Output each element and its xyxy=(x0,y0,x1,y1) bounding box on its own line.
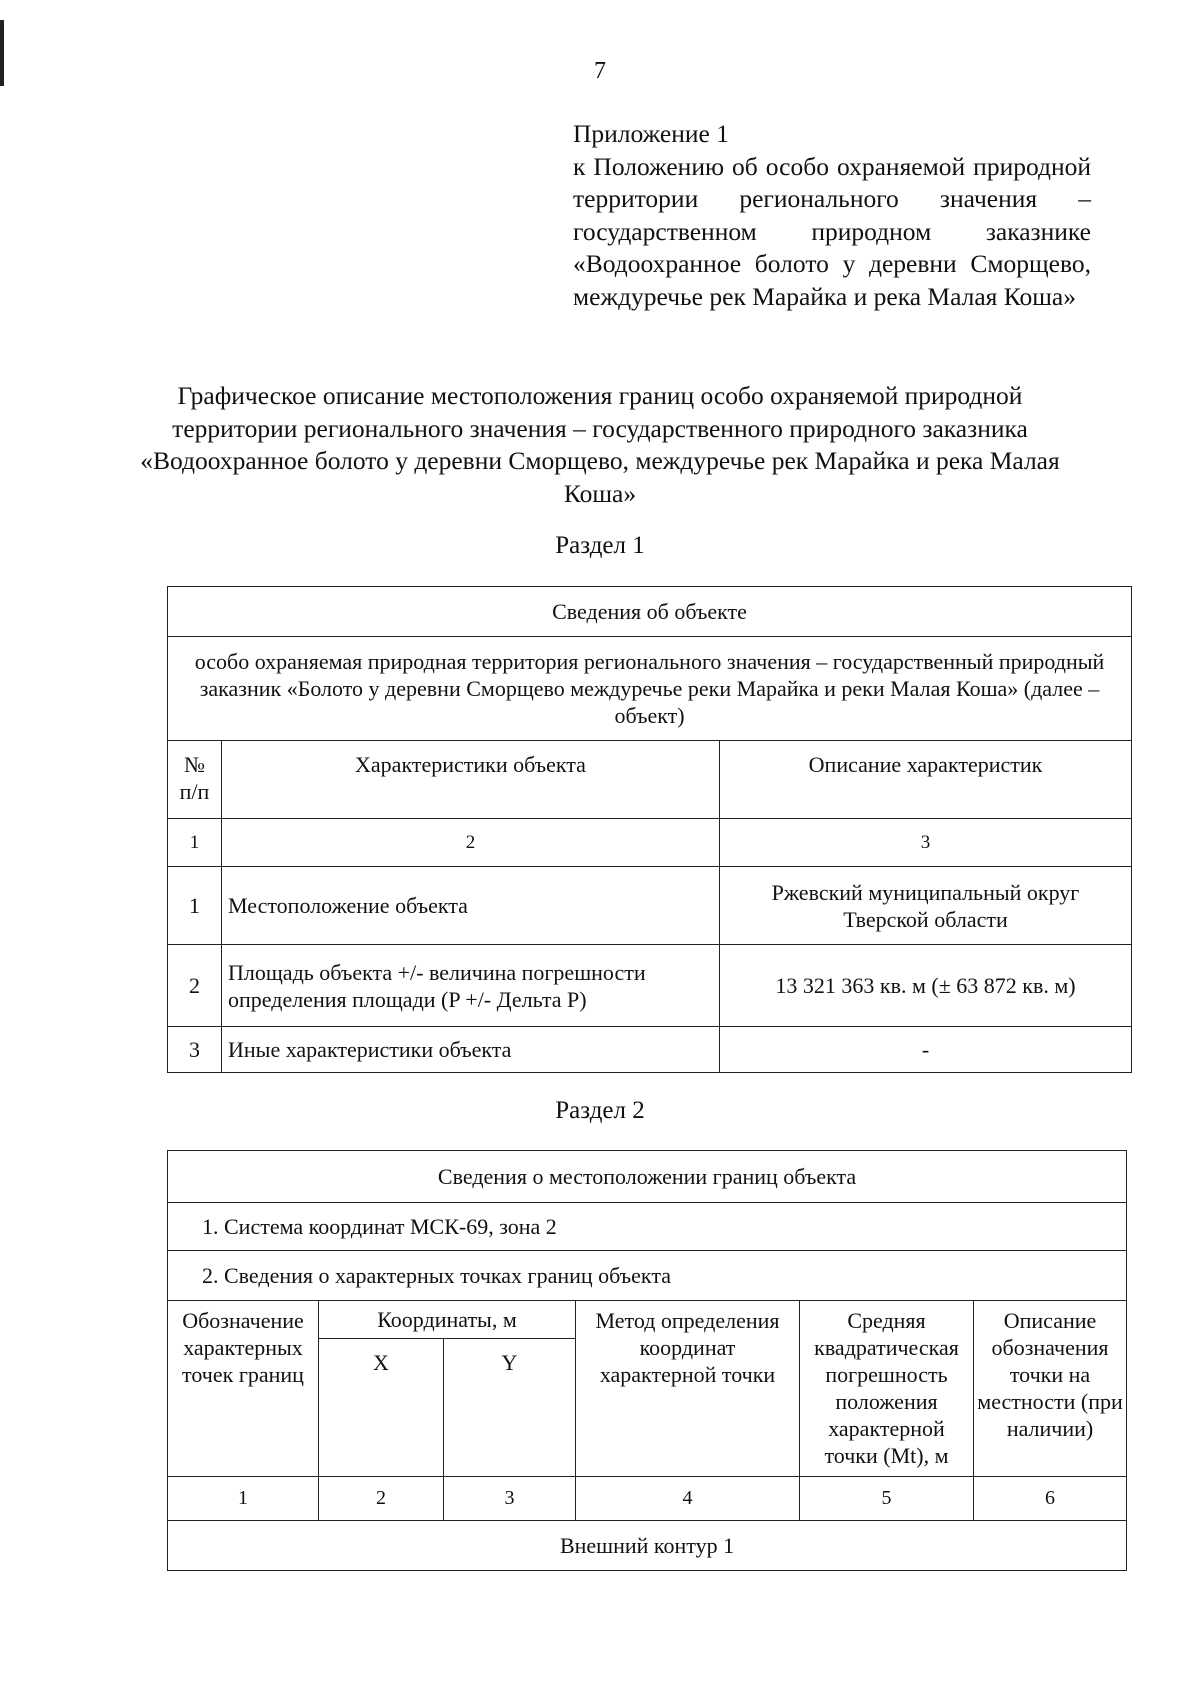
header-designation: Обозначение характерных точек границ xyxy=(168,1301,319,1477)
table-title: Сведения об объекте xyxy=(168,587,1132,637)
header-method: Метод определения координат характерной точки xyxy=(576,1301,800,1477)
column-number: 4 xyxy=(576,1477,800,1521)
row-characteristic: Иные характеристики объекта xyxy=(222,1027,720,1073)
column-number: 6 xyxy=(974,1477,1127,1521)
column-number: 3 xyxy=(720,819,1132,867)
table-title: Сведения о местоположении границ объекта xyxy=(168,1151,1127,1203)
coordinate-system: 1. Система координат МСК-69, зона 2 xyxy=(168,1203,1127,1251)
boundary-location-table xyxy=(167,1150,1127,1571)
object-description: особо охраняемая природная территория регионального значения – государственный природный заказник «Болото у деревни Сморщево междуречье реки Марайка и реки Малая Коша» (далее – объект) xyxy=(168,637,1132,741)
object-info-table xyxy=(167,586,1132,1073)
row-num: 3 xyxy=(168,1027,222,1073)
annex-block xyxy=(573,118,1091,313)
contour-label: Внешний контур 1 xyxy=(168,1521,1127,1571)
column-number: 3 xyxy=(444,1477,576,1521)
points-title: 2. Сведения о характерных точках границ объекта xyxy=(168,1251,1127,1301)
header-error: Средняя квадратическая погрешность положения характерной точки (Mt), м xyxy=(800,1301,974,1477)
row-num: 1 xyxy=(168,867,222,945)
column-number: 2 xyxy=(222,819,720,867)
column-number: 2 xyxy=(319,1477,444,1521)
page-number: 7 xyxy=(594,58,606,84)
header-description: Описание характеристик xyxy=(720,741,1132,819)
row-description: Ржевский муниципальный округ Тверской области xyxy=(720,867,1132,945)
header-point-description: Описание обозначения точки на местности (при наличии) xyxy=(974,1301,1127,1477)
document-title: Графическое описание местоположения границ особо охраняемой природной территории регионального значения – государственного природного заказника «Водоохранное болото у деревни Сморщево, междуречье рек Марайка и река Малая Коша» xyxy=(140,381,1060,508)
row-description: 13 321 363 кв. м (± 63 872 кв. м) xyxy=(720,945,1132,1027)
column-number: 1 xyxy=(168,819,222,867)
header-coordinates: Координаты, м xyxy=(319,1301,576,1339)
header-characteristic: Характеристики объекта xyxy=(222,741,720,819)
annex-text: к Положению об особо охраняемой природной территории регионального значения – государственном природном заказнике «Водоохранное болото у деревни Сморщево, междуречье рек Марайка и река Малая Коша» xyxy=(573,151,1091,311)
header-num: № п/п xyxy=(168,741,222,819)
row-characteristic: Площадь объекта +/- величина погрешности определения площади (P +/- Дельта P) xyxy=(222,945,720,1027)
row-characteristic: Местоположение объекта xyxy=(222,867,720,945)
row-num: 2 xyxy=(168,945,222,1027)
section1-heading: Раздел 1 xyxy=(555,532,645,559)
column-number: 5 xyxy=(800,1477,974,1521)
column-number: 1 xyxy=(168,1477,319,1521)
header-y: Y xyxy=(444,1339,576,1477)
header-x: X xyxy=(319,1339,444,1477)
annex-title: Приложение 1 xyxy=(573,119,729,148)
row-description: - xyxy=(720,1027,1132,1073)
section2-heading: Раздел 2 xyxy=(555,1097,645,1124)
